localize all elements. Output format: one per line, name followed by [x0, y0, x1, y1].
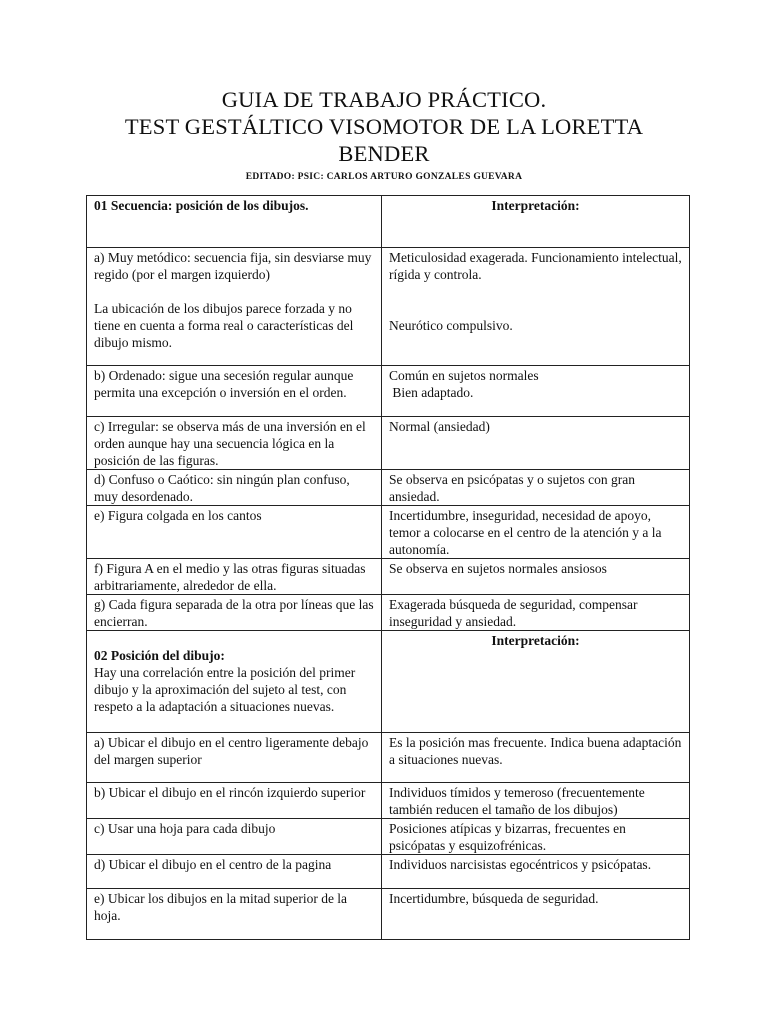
- row-interpretation: Exagerada búsqueda de seguridad, compensar inseguridad y ansiedad.: [382, 595, 690, 631]
- section-1-header-row: [87, 196, 690, 248]
- row-criterion: g) Cada figura separada de la otra por líneas que las encierran.: [87, 595, 382, 631]
- section-2-header-row: [87, 631, 690, 733]
- row-criterion: d) Confuso o Caótico: sin ningún plan confuso, muy desordenado.: [87, 470, 382, 506]
- table-row: [87, 819, 690, 855]
- row-criterion: e) Ubicar los dibujos en la mitad superior de la hoja.: [87, 889, 382, 940]
- editor-credit: EDITADO: PSIC: CARLOS ARTURO GONZALES GUEVARA: [245, 172, 523, 182]
- row-interpretation: Individuos tímidos y temeroso (frecuentemente también reducen el tamaño de los dibujos): [382, 783, 690, 819]
- row-criterion: c) Usar una hoja para cada dibujo: [87, 819, 382, 855]
- row-interpretation: Individuos narcisistas egocéntricos y psicópatas.: [382, 855, 690, 889]
- section-2-heading: 02 Posición del dibujo:: [94, 648, 225, 663]
- table-row: [87, 595, 690, 631]
- table-row: [87, 366, 690, 417]
- table-row: [87, 855, 690, 889]
- title-line-2: TEST GESTÁLTICO VISOMOTOR DE LA LORETTA: [124, 114, 644, 139]
- row-criterion: e) Figura colgada en los cantos: [87, 506, 382, 559]
- row-interpretation: Incertidumbre, búsqueda de seguridad.: [382, 889, 690, 940]
- table-row: [87, 248, 690, 366]
- section-2-intro: [87, 631, 382, 733]
- row-interpretation: Meticulosidad exagerada. Funcionamiento intelectual, rígida y controla. Neurótico compulsivo.: [382, 248, 690, 366]
- row-interpretation: Es la posición mas frecuente. Indica buena adaptación a situaciones nuevas.: [382, 733, 690, 783]
- row-interpretation: Se observa en sujetos normales ansiosos: [382, 559, 690, 595]
- section-1-heading: 01 Secuencia: posición de los dibujos.: [87, 196, 382, 248]
- row-interpretation: Normal (ansiedad): [382, 417, 690, 470]
- table-row: [87, 783, 690, 819]
- section-2-interp-label: Interpretación:: [382, 631, 690, 733]
- row-criterion: f) Figura A en el medio y las otras figuras situadas arbitrariamente, alrededor de ella.: [87, 559, 382, 595]
- table-row: [87, 417, 690, 470]
- row-criterion: a) Muy metódico: secuencia fija, sin desviarse muy regido (por el margen izquierdo) La ubicación de los dibujos parece forzada y no tiene en cuenta a forma real o características del dibujo mismo.: [87, 248, 382, 366]
- document-title: [0, 86, 768, 167]
- row-criterion: c) Irregular: se observa más de una inversión en el orden aunque hay una secuencia lógica en la posición de las figuras.: [87, 417, 382, 470]
- row-criterion: b) Ordenado: sigue una secesión regular aunque permita una excepción o inversión en el orden.: [87, 366, 382, 417]
- row-interpretation: Se observa en psicópatas y o sujetos con gran ansiedad.: [382, 470, 690, 506]
- row-interpretation: Incertidumbre, inseguridad, necesidad de apoyo, temor a colocarse en el centro de la atención y a la autonomía.: [382, 506, 690, 559]
- row-criterion: b) Ubicar el dibujo en el rincón izquierdo superior: [87, 783, 382, 819]
- table-row: [87, 733, 690, 783]
- title-line-3: BENDER: [338, 141, 430, 166]
- row-criterion: a) Ubicar el dibujo en el centro ligeramente debajo del margen superior: [87, 733, 382, 783]
- table-row: [87, 506, 690, 559]
- row-criterion: d) Ubicar el dibujo en el centro de la pagina: [87, 855, 382, 889]
- table-row: [87, 559, 690, 595]
- section-1-interp-label: Interpretación:: [382, 196, 690, 248]
- table-row: [87, 470, 690, 506]
- table-row: [87, 889, 690, 940]
- row-interpretation: Común en sujetos normales Bien adaptado.: [382, 366, 690, 417]
- row-interpretation: Posiciones atípicas y bizarras, frecuentes en psicópatas y esquizofrénicas.: [382, 819, 690, 855]
- title-line-1: GUIA DE TRABAJO PRÁCTICO.: [221, 87, 547, 112]
- section-2-description: Hay una correlación entre la posición del primer dibujo y la aproximación del sujeto al test, con respeto a la adaptación a situaciones nuevas.: [94, 665, 356, 714]
- interpretation-table: [86, 195, 690, 940]
